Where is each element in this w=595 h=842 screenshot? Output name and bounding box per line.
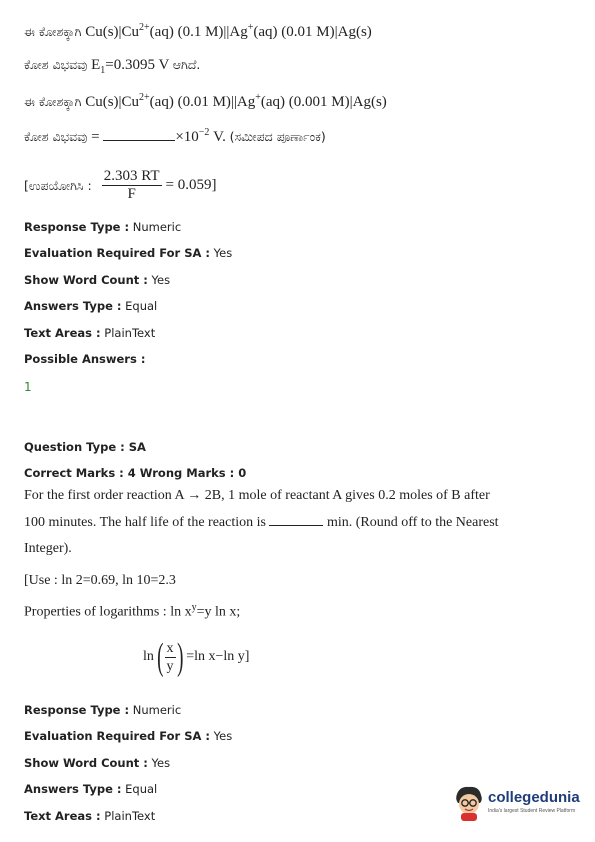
unit: V. bbox=[213, 129, 226, 145]
fraction-denominator: F bbox=[127, 186, 136, 202]
meta-value: PlainText bbox=[100, 809, 156, 823]
superscript: 2+ bbox=[139, 22, 150, 33]
logo-tagline: India's largest Student Review Platform bbox=[488, 808, 576, 814]
meta-text-areas bbox=[24, 809, 155, 823]
meta-label: Text Areas : bbox=[24, 809, 101, 823]
q1-line4 bbox=[24, 127, 326, 146]
meta-label: Response Type : bbox=[24, 220, 130, 234]
meta-evaluation bbox=[24, 729, 232, 743]
log-formula bbox=[143, 638, 249, 676]
hint-result: = 0.059] bbox=[165, 177, 217, 193]
meta-evaluation bbox=[24, 246, 232, 260]
use-line: [Use : ln 2=0.69, ln 10=2.3 bbox=[24, 573, 176, 588]
question-type-label: Question Type : SA bbox=[24, 440, 146, 454]
meta-text-areas bbox=[24, 326, 155, 340]
meta-value: PlainText bbox=[100, 326, 156, 340]
meta-answers-type bbox=[24, 299, 157, 313]
meta-response-type bbox=[24, 220, 181, 234]
meta-value: Equal bbox=[121, 782, 158, 796]
meta-word-count bbox=[24, 756, 170, 770]
kannada-text: ಕೋಶ ವಿಭವವು bbox=[24, 57, 88, 72]
meta-label: Possible Answers : bbox=[24, 352, 146, 366]
q1-line1 bbox=[24, 22, 372, 41]
superscript: y bbox=[191, 602, 197, 613]
meta-label: Answers Type : bbox=[24, 782, 122, 796]
question-text-line1: For the first order reaction A → 2B, 1 mole of reactant A gives 0.2 moles of B after bbox=[24, 488, 490, 503]
kannada-text: ಕೋಶ ವಿಭವವು bbox=[24, 129, 88, 144]
logo-name: collegedunia bbox=[488, 789, 580, 806]
multiplier: ×10 bbox=[175, 129, 199, 145]
q1-line2 bbox=[24, 57, 200, 76]
meta-label: Show Word Count : bbox=[24, 756, 148, 770]
possible-answer-value: 1 bbox=[24, 380, 32, 394]
fraction-numerator: x bbox=[166, 640, 174, 656]
meta-value: Yes bbox=[210, 729, 233, 743]
right-paren: ) bbox=[176, 636, 184, 678]
kannada-text: (ಸಮೀಪದ ಪೂರ್ಣಾಂಕ) bbox=[229, 129, 326, 144]
meta-value: Equal bbox=[121, 299, 158, 313]
meta-label: Show Word Count : bbox=[24, 273, 148, 287]
meta-label: Answers Type : bbox=[24, 299, 122, 313]
question-text-line2 bbox=[24, 515, 499, 531]
left-paren: ( bbox=[157, 636, 164, 678]
mascot-icon bbox=[452, 784, 486, 822]
superscript: + bbox=[255, 92, 261, 103]
properties-line bbox=[24, 602, 240, 621]
cell-notation: (aq) (0.01 M)|Ag(s) bbox=[253, 24, 372, 40]
subscript: 1 bbox=[100, 65, 106, 76]
question-text-line3: Integer). bbox=[24, 541, 72, 556]
cell-notation: Cu(s)|Cu bbox=[85, 94, 140, 110]
cell-notation: (aq) (0.01 M)||Ag bbox=[149, 94, 256, 110]
cell-notation: Cu(s)|Cu bbox=[85, 24, 140, 40]
superscript: + bbox=[247, 22, 254, 33]
question-text: 100 minutes. The half life of the reaction is bbox=[24, 515, 266, 530]
q1-line3 bbox=[24, 92, 387, 111]
meta-response-type bbox=[24, 703, 181, 717]
potential-symbol: E bbox=[91, 57, 101, 73]
question-marks bbox=[24, 466, 246, 480]
formula-rest: =ln x−ln y] bbox=[186, 649, 250, 664]
collegedunia-logo bbox=[452, 784, 584, 824]
fraction bbox=[165, 640, 176, 675]
fraction-numerator: 2.303 RT bbox=[103, 168, 160, 184]
kannada-text: [ಉಪಯೋಗಿಸಿ : bbox=[24, 177, 92, 193]
cell-notation: (aq) (0.1 M)||Ag bbox=[149, 24, 248, 40]
exponent: −2 bbox=[198, 127, 210, 138]
meta-value: Yes bbox=[210, 246, 233, 260]
answer-blank bbox=[269, 525, 323, 526]
kannada-text: ಈ ಕೋಶಕ್ಕಾಗಿ bbox=[24, 94, 82, 109]
superscript: 2+ bbox=[139, 92, 150, 103]
ln-symbol: ln bbox=[143, 649, 154, 664]
fraction bbox=[102, 168, 162, 203]
meta-value: Numeric bbox=[129, 220, 182, 234]
meta-possible-answers bbox=[24, 352, 145, 366]
question-type bbox=[24, 440, 146, 454]
meta-value: Yes bbox=[147, 756, 171, 770]
kannada-text: ಈ ಕೋಶಕ್ಕಾಗಿ bbox=[24, 24, 82, 39]
meta-word-count bbox=[24, 273, 170, 287]
equals-sign: = bbox=[91, 129, 100, 145]
meta-value: Yes bbox=[147, 273, 171, 287]
answer-blank bbox=[103, 140, 175, 141]
meta-answers-type bbox=[24, 782, 157, 796]
potential-value: =0.3095 V bbox=[105, 57, 170, 73]
meta-label: Response Type : bbox=[24, 703, 130, 717]
cell-notation: (aq) (0.001 M)|Ag(s) bbox=[260, 94, 387, 110]
meta-label: Evaluation Required For SA : bbox=[24, 729, 211, 743]
q1-hint bbox=[24, 168, 217, 203]
fraction-denominator: y bbox=[166, 658, 174, 674]
kannada-text: ಆಗಿದೆ. bbox=[172, 57, 201, 72]
properties-text: Properties of logarithms : ln x bbox=[24, 604, 192, 620]
meta-label: Text Areas : bbox=[24, 326, 101, 340]
meta-value: Numeric bbox=[129, 703, 182, 717]
marks-label: Correct Marks : 4 Wrong Marks : 0 bbox=[24, 466, 247, 480]
meta-label: Evaluation Required For SA : bbox=[24, 246, 211, 260]
properties-text: =y ln x; bbox=[196, 604, 241, 620]
question-text: min. (Round off to the Nearest bbox=[326, 515, 499, 530]
